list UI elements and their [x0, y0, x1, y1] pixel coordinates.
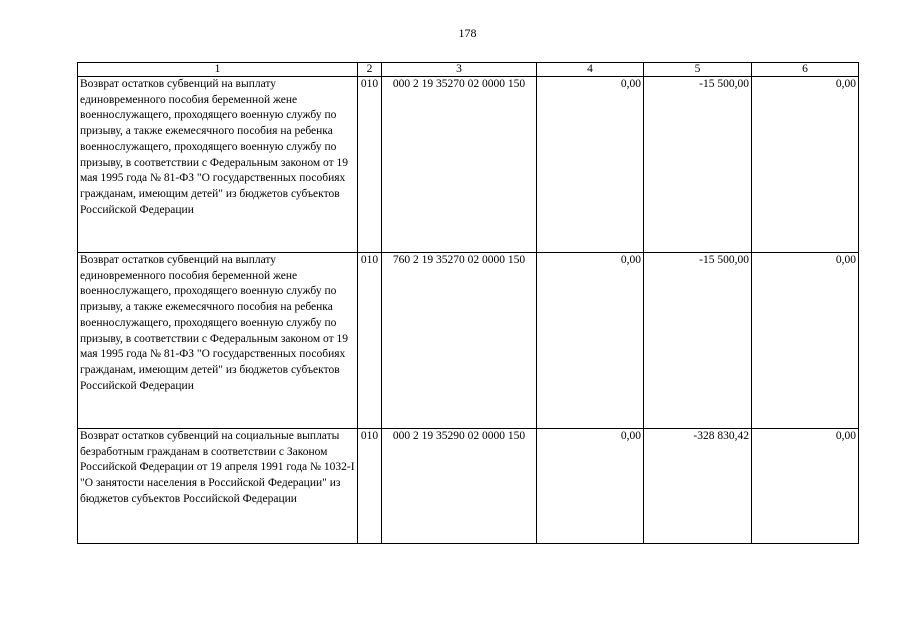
row-budget-code: 760 2 19 35270 02 0000 150 [382, 253, 537, 429]
header-col-1: 1 [78, 63, 358, 77]
row-col6-value: 0,00 [752, 77, 859, 253]
row-description: Возврат остатков субвенций на социальные выплаты безработным гражданам в соответствии с Законом Российской Федерации от 19 апреля 1991 года № 1032-I "О занятости населения в Российской Федерации" из бюджетов субъектов Российской Федерации [78, 429, 358, 544]
row-budget-code: 000 2 19 35270 02 0000 150 [382, 77, 537, 253]
report-table [77, 62, 859, 544]
row-description: Возврат остатков субвенций на выплату единовременного пособия беременной жене военнослужащего, проходящего военную службу по призыву, а также ежемесячного пособия на ребенка военнослужащего, проходящего военную службу по призыву, в соответствии с Федеральным законом от 19 мая 1995 года № 81-ФЗ "О государственных пособиях гражданам, имеющим детей" из бюджетов субъектов Российской Федерации [78, 253, 358, 429]
row-description: Возврат остатков субвенций на выплату единовременного пособия беременной жене военнослужащего, проходящего военную службу по призыву, а также ежемесячного пособия на ребенка военнослужащего, проходящего военную службу по призыву, в соответствии с Федеральным законом от 19 мая 1995 года № 81-ФЗ "О государственных пособиях гражданам, имеющим детей" из бюджетов субъектов Российской Федерации [78, 77, 358, 253]
row-col4-value: 0,00 [537, 77, 644, 253]
table-row [78, 429, 859, 544]
row-col6-value: 0,00 [752, 253, 859, 429]
row-line-code: 010 [358, 253, 382, 429]
header-col-2: 2 [358, 63, 382, 77]
row-col4-value: 0,00 [537, 253, 644, 429]
table-row [78, 253, 859, 429]
row-line-code: 010 [358, 429, 382, 544]
header-col-3: 3 [382, 63, 537, 77]
row-col5-value: -15 500,00 [644, 253, 752, 429]
row-line-code: 010 [358, 77, 382, 253]
row-budget-code: 000 2 19 35290 02 0000 150 [382, 429, 537, 544]
header-col-6: 6 [752, 63, 859, 77]
table-header-row [78, 63, 859, 77]
table-row [78, 77, 859, 253]
header-col-5: 5 [644, 63, 752, 77]
page-number: 178 [458, 26, 477, 40]
row-col5-value: -328 830,42 [644, 429, 752, 544]
row-col6-value: 0,00 [752, 429, 859, 544]
row-col5-value: -15 500,00 [644, 77, 752, 253]
row-col4-value: 0,00 [537, 429, 644, 544]
header-col-4: 4 [537, 63, 644, 77]
